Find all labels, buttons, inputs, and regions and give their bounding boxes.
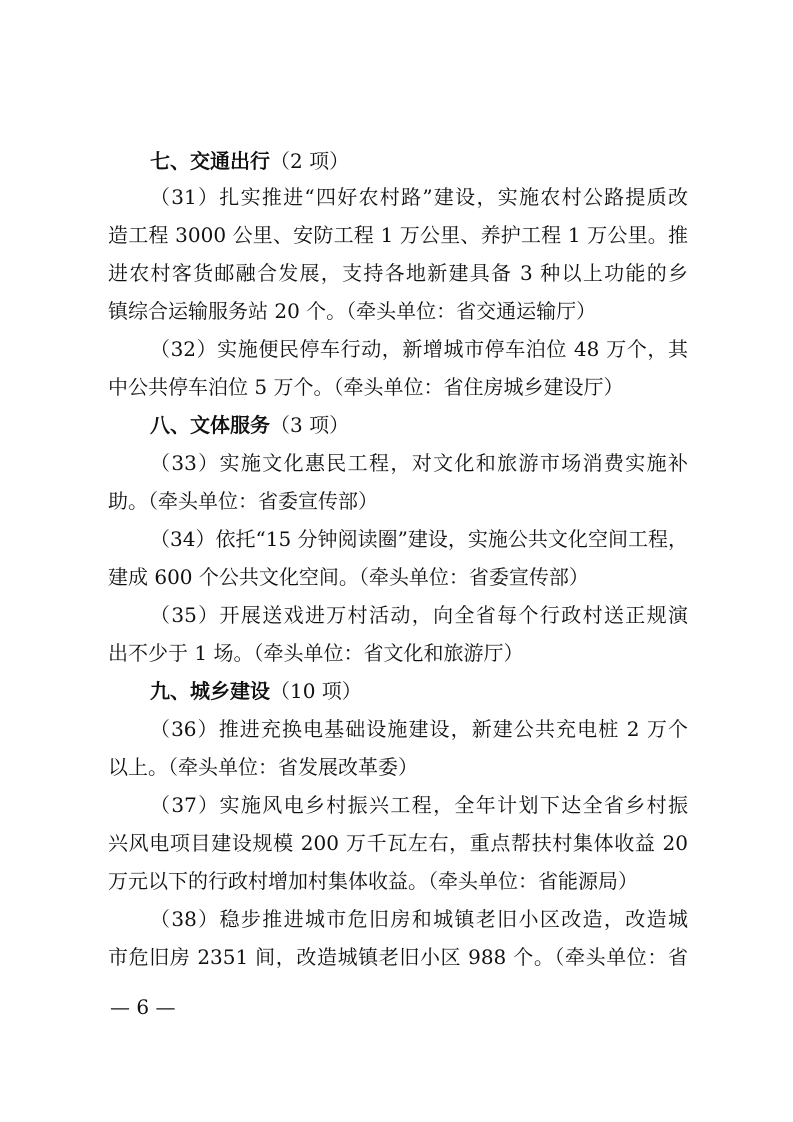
section-heading-culture	[150, 410, 349, 440]
paragraph-line: 镇综合运输服务站 20 个。（牵头单位：省交通运输厅）	[108, 299, 597, 323]
paragraph-line: 建成 600 个公共文化空间。（牵头单位：省委宣传部）	[108, 565, 589, 589]
section-title: 九、城乡建设	[150, 679, 270, 703]
section-heading-urban-rural	[150, 676, 362, 706]
paragraph-line: 出不少于 1 场。（牵头单位：省文化和旅游厅）	[108, 641, 524, 665]
paragraph-line: 助。（牵头单位：省委宣传部）	[108, 489, 378, 513]
paragraph-line: （34）依托“15 分钟阅读圈”建设，实施公共文化空间工程，	[150, 527, 688, 551]
paragraph-line: 以上。（牵头单位：省发展改革委）	[108, 755, 418, 779]
paragraph-line: （37）实施风电乡村振兴工程，全年计划下达全省乡村振	[150, 793, 688, 817]
paragraph-line: 市危旧房 2351 间，改造城镇老旧小区 988 个。（牵头单位：省	[108, 945, 688, 969]
section-count: （3 项）	[270, 413, 350, 437]
paragraph-line: 兴风电项目建设规模 200 万千瓦左右，重点帮扶村集体收益 20	[108, 831, 688, 855]
paragraph-line: （32）实施便民停车行动，新增城市停车泊位 48 万个，其	[150, 337, 688, 361]
paragraph-line: （36）推进充换电基础设施建设，新建公共充电桩 2 万个	[150, 717, 688, 741]
paragraph-line: 中公共停车泊位 5 万个。（牵头单位：省住房城乡建设厅）	[108, 375, 624, 399]
paragraph-line: 万元以下的行政村增加村集体收益。（牵头单位：省能源局）	[108, 869, 638, 893]
section-count: （10 项）	[270, 679, 362, 703]
section-heading-transport	[150, 146, 349, 176]
page-number: — 6 —	[110, 995, 176, 1019]
section-title: 八、文体服务	[150, 413, 270, 437]
section-count: （2 项）	[270, 149, 350, 173]
paragraph-line: （33）实施文化惠民工程，对文化和旅游市场消费实施补	[150, 451, 688, 475]
paragraph-line: 造工程 3000 公里、安防工程 1 万公里、养护工程 1 万公里。推	[108, 223, 688, 247]
paragraph-line: （38）稳步推进城市危旧房和城镇老旧小区改造，改造城	[150, 907, 688, 931]
paragraph-line: （35）开展送戏进万村活动，向全省每个行政村送正规演	[150, 603, 688, 627]
paragraph-line: 进农村客货邮融合发展，支持各地新建具备 3 种以上功能的乡	[108, 261, 688, 285]
section-title: 七、交通出行	[150, 149, 270, 173]
paragraph-line: （31）扎实推进“四好农村路”建设，实施农村公路提质改	[150, 185, 688, 209]
